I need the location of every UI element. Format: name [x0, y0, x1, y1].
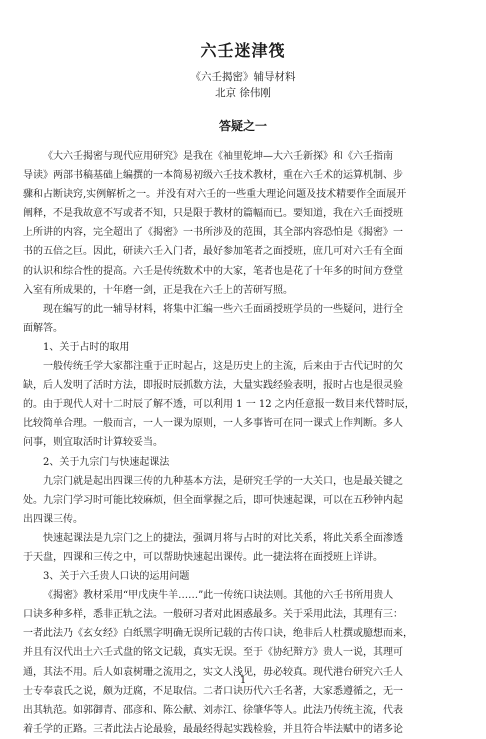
subsection-heading: 3、关于六壬贵人口诀的运用问题 — [43, 571, 190, 583]
body-line: 着壬学的正路。三者此法占论最验，最最经得起实践检验，并且符合毕法赋中的诸多论 — [23, 723, 403, 735]
author-line: 北京 徐伟刚 — [215, 87, 271, 99]
body-line: 现在编写的此一辅导材料，将集中汇编一些六壬面函授班学员的一些疑问，进行全 — [43, 303, 403, 315]
body-line: 九宗门就是起出四课三传的九种基本方法，是研究壬学的一大关口，也是最关键之 — [43, 475, 403, 487]
body-line: 出其轨范。如郭御青、邵彦和、陈公献、刘赤江、徐肇华等人。此法乃传统主流，代表 — [23, 704, 403, 716]
body-line: 上所讲的内容，完全超出了《揭密》一书所涉及的范围，其全部内容恐怕是《揭密》一 — [23, 227, 403, 239]
body-line: 出四课三传。 — [23, 513, 83, 525]
body-line: 士专奉袁氏之说，颇为迂腐，不足取信。二者口诀历代六壬名著，大家悉遵循之，无一 — [23, 685, 403, 697]
body-line: 口诀多种多样，悉非正轨之法。一般研习者对此困惑最多。关于采用此法，其理有三： — [23, 609, 403, 621]
subtitle: 《六壬揭密》辅导材料 — [190, 71, 296, 83]
section-heading: 答疑之一 — [218, 119, 267, 133]
body-line: 并且有汉代出土六壬式盘的铭文记载，真实无误。至于《协纪辩方》贵人一说，其理可 — [23, 647, 403, 659]
body-line: 《大六壬揭密与现代应用研究》是我在《袖里乾坤—大六壬新探》和《六壬指南 — [43, 151, 393, 162]
body-line: 的认识和综合性的提高。六壬是传统数术中的大家，笔者也是花了十年多的时间方登堂 — [23, 265, 403, 277]
subsection-heading: 2、关于九宗门与快速起课法 — [43, 456, 170, 468]
body-line: 《揭密》教材采用“甲戊庚牛羊……”此一传统口诀法则。其他的六壬书所用贵人 — [43, 590, 394, 602]
body-line: 入室有所成果的，十年磨一剑，正是我在六壬上的苦研写照。 — [23, 284, 293, 296]
body-line: 的。由于现代人对十二时辰了解不透，可以利用 1 一 12 之内任意报一数目来代替时辰， — [23, 399, 415, 411]
body-line: 骤和占断诀窍,实例解析之一。并没有对六壬的一些重大理论问题及技术精要作全面展开 — [23, 189, 407, 201]
body-line: 比较简单合理。一般而言，一人一课为原则，一人多事皆可在同一课式上作判断。多人 — [23, 418, 403, 430]
body-line: 处。九宗门学习时可能比较麻烦，但全面掌握之后，即可快速起课，可以在五秒钟内起 — [23, 494, 403, 506]
body-line: 导读》两部书稿基础上编撰的一本简易初级六壬技术教材，重在六壬术的运算机制、步 — [23, 170, 403, 182]
page-title: 六壬迷津筏 — [200, 41, 286, 60]
body-text — [23, 147, 463, 739]
body-line: 面解答。 — [23, 322, 63, 334]
body-line: 通，其法不用。后人如袁树珊之流用之，实文人浅见，毋必较真。现代港台研究六壬人 — [23, 666, 403, 678]
body-line: 快速起课法是九宗门之上的捷法，强调月将与占时的对比关系，将此关系全面渗透 — [43, 532, 403, 544]
body-line: 书的五倍之巨。因此，研读六壬入门者，最好参加笔者之面授班，庶几可对六壬有全面 — [23, 246, 403, 258]
body-line: 阐释，不是我故意不写或者不知，只是限于教材的篇幅而已。要知道，我在六壬面授班 — [23, 208, 403, 220]
body-line: 于天盘，四课和三传之中，可以帮助快速起出课传。此一捷法将在面授班上详讲。 — [23, 551, 383, 563]
subsection-heading: 1、关于占时的取用 — [43, 341, 130, 353]
body-line: 一者此法乃《玄女经》白纸黑字明确无误所记载的古传口诀，绝非后人杜撰或臆想而来， — [23, 628, 413, 640]
page-number: 1 — [239, 675, 247, 686]
body-line: 问事，则宜取活时计算较妥当。 — [23, 437, 163, 449]
body-line: 缺，后人发明了活时方法，即报时辰抓数方法，大量实践经验表明，报时占也是很灵验 — [23, 380, 403, 392]
body-line: 一般传统壬学大家都注重于正时起占，这是历史上的主流，后来由于古代记时的欠 — [43, 361, 403, 373]
